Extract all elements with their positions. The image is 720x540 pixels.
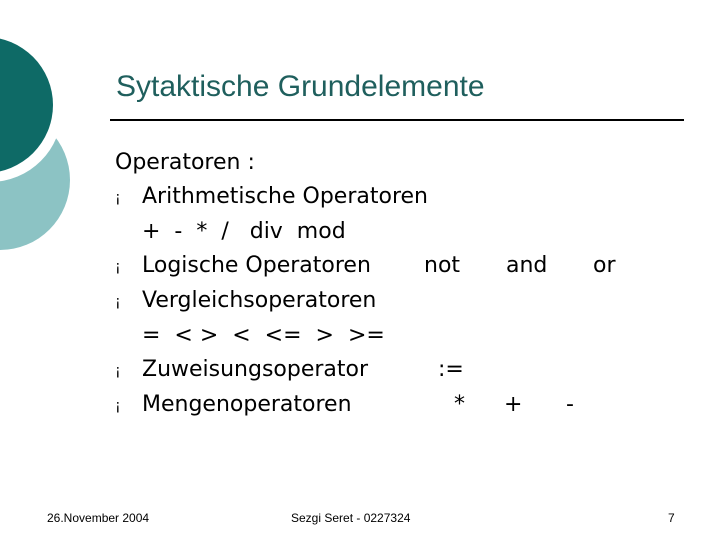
bullet-icon: ¡ (115, 190, 121, 206)
assign-op: := (438, 357, 464, 382)
set-plus: + (504, 392, 523, 417)
set-label: Mengenoperatoren (142, 392, 352, 417)
arith-label: Arithmetische Operatoren (142, 184, 428, 209)
logic-label: Logische Operatoren (142, 253, 371, 278)
intro-text: Operatoren : (115, 150, 255, 175)
logic-not: not (424, 253, 461, 278)
footer-date: 26.November 2004 (47, 511, 150, 525)
assign-label: Zuweisungsoperator (142, 357, 369, 382)
title-underline (110, 119, 684, 121)
logic-or: or (593, 253, 616, 278)
bullet-icon: ¡ (115, 259, 121, 275)
bullet-icon: ¡ (115, 398, 121, 414)
footer-author: Sezgi Seret - 0227324 (291, 511, 411, 525)
decorative-circles (0, 0, 90, 300)
compare-ops: = < > < <= > >= (142, 323, 385, 348)
bullet-icon: ¡ (115, 363, 121, 379)
logic-and: and (506, 253, 548, 278)
arith-ops: + - * / div mod (142, 219, 346, 244)
bullet-icon: ¡ (115, 294, 121, 310)
slide-number: 7 (668, 511, 675, 525)
set-minus: - (566, 392, 574, 417)
compare-label: Vergleichsoperatoren (142, 288, 377, 313)
slide-title: Sytaktische Grundelemente (116, 70, 485, 103)
set-mul: * (454, 392, 465, 417)
